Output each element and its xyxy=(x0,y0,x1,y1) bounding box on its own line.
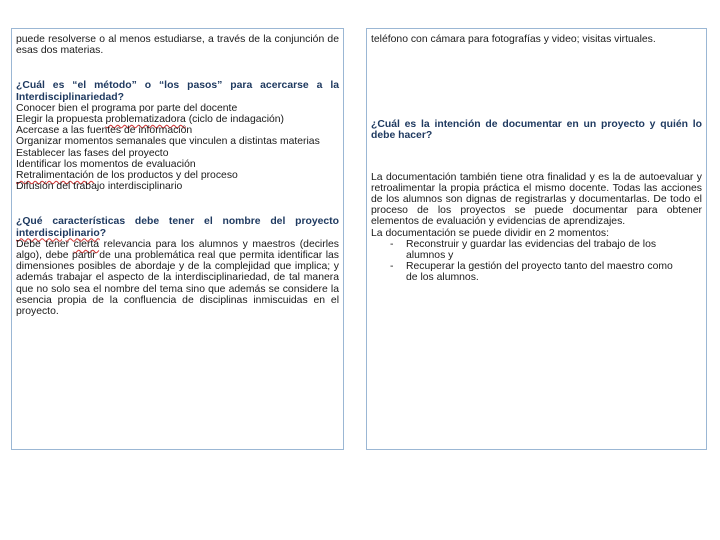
method-step: Difusión del trabajo interdisciplinario xyxy=(16,181,183,193)
method-step: Establecer las fases del proyecto xyxy=(16,147,169,159)
documentation-moments-list xyxy=(371,239,702,284)
method-question-heading: ¿Cuál es “el método” o “los pasos” para acercarse a la Interdisciplinariedad? xyxy=(16,80,339,103)
right-page-column xyxy=(366,28,707,450)
project-name-question-heading: ¿Qué características debe tener el nombre del proyecto interdisciplinario? xyxy=(16,216,339,239)
documentation-moment-item: - Reconstruir y guardar las evidencias del trabajo de los alumnos y xyxy=(371,239,676,261)
method-steps-list xyxy=(16,103,339,193)
documentation-moment-item: - Recuperar la gestión del proyecto tanto del maestro como de los alumnos. xyxy=(371,261,676,283)
method-step: Identificar los momentos de evaluación xyxy=(16,158,196,170)
documentation-question-heading: ¿Cuál es la intención de documentar en un proyecto y quién lo debe hacer? xyxy=(371,119,702,142)
method-step: Organizar momentos semanales que vinculen a distintas materias xyxy=(16,136,320,148)
right-intro-paragraph: teléfono con cámara para fotografías y video; visitas virtuales. xyxy=(371,34,656,45)
left-intro-paragraph: puede resolverse o al menos estudiarse, a través de la conjunción de esas dos materias. xyxy=(16,34,339,57)
documentation-answer-paragraph: La documentación también tiene otra finalidad y es la de autoevaluar y retroalimentar la propia práctica el mismo docente. Todas las acciones de los alumnos son dignas de registrarlas y documentarlas. De todo el proceso de los proyectos se puede documentar para obtener elementos de evaluación y evidencias de aprendizajes. xyxy=(371,171,702,228)
method-step: Retralimentación de los productos y del proceso xyxy=(16,170,238,182)
documentation-moments-intro: La documentación se puede dividir en 2 momentos: xyxy=(371,227,609,239)
project-name-answer-paragraph: Debe tener cierta relevancia para los alumnos y maestros (decirles algo), debe partir de una problemática real que permita identificar las dimensiones posibles de abordaje y de la complejidad que implica; y además trabajar el aspecto de la interdisciplinariedad, de tal manera que no solo sea el nombre del tema sino que además se considere la esencia propia de la confluencia de disciplinas inmiscuidas en el proyecto. xyxy=(16,238,339,318)
left-page-column xyxy=(11,28,344,450)
method-step: Acercase a las fuentes de información xyxy=(16,125,193,137)
method-step: Elegir la propuesta problematizadora (ciclo de indagación) xyxy=(16,114,285,126)
method-step: Conocer bien el programa por parte del docente xyxy=(16,102,238,114)
